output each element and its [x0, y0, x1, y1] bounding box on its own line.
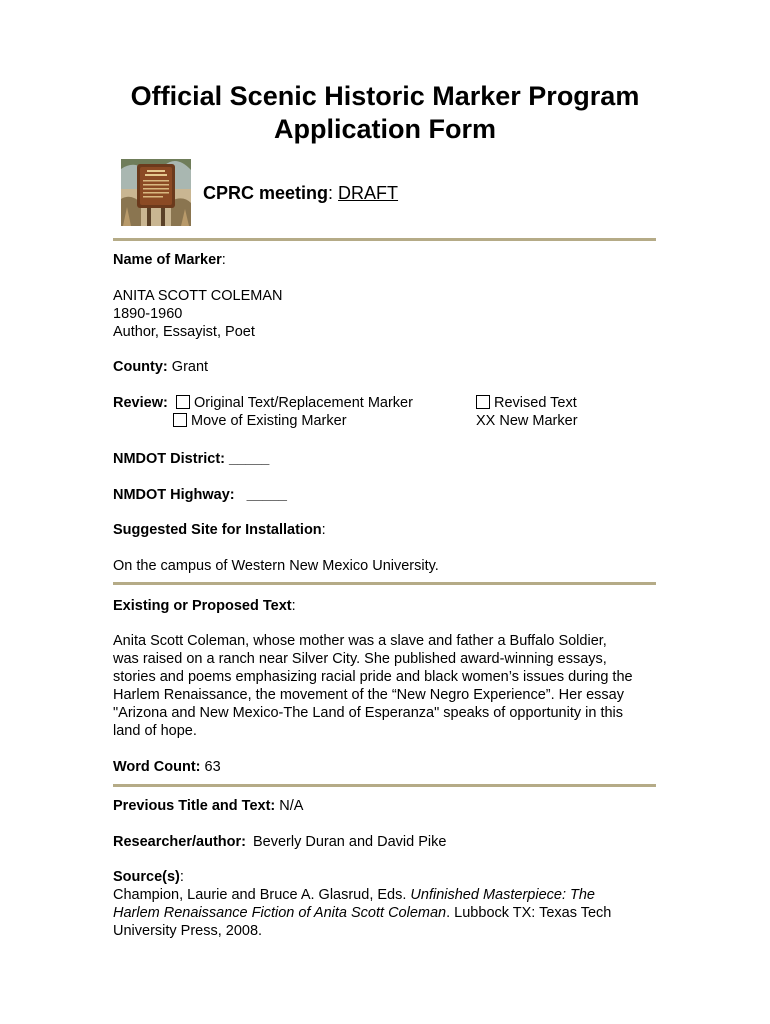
county-line	[113, 358, 208, 376]
marker-text-line: land of hope.	[113, 723, 197, 739]
sources-colon: :	[179, 869, 184, 885]
marker-dates-line: 1890-1960	[113, 306, 183, 322]
previous-label: Previous Title and Text:	[113, 798, 276, 814]
marker-name-colon: :	[221, 252, 226, 268]
source-title-end: Harlem Renaissance Fiction of Anita Scott Coleman	[113, 905, 447, 921]
review-label: Review:	[113, 395, 168, 411]
highway-line	[113, 486, 287, 504]
marker-text-line: Harlem Renaissance, the movement of the “New Negro Experience”. Her essay	[113, 687, 624, 703]
review-option-move[interactable]	[173, 412, 347, 430]
cprc-meeting-label: CPRC meeting	[203, 183, 329, 203]
move-marker-label: Move of Existing Marker	[191, 413, 347, 429]
text-heading	[113, 597, 296, 615]
cprc-meeting-value: DRAFT	[338, 183, 399, 203]
site-label: Suggested Site for Installation	[113, 522, 322, 538]
sources-heading	[113, 868, 184, 886]
researcher-label: Researcher/author:	[113, 834, 246, 850]
source-line-2	[113, 904, 611, 922]
highway-value: _____	[246, 487, 287, 503]
highway-label: NMDOT Highway:	[113, 487, 235, 503]
text-colon: :	[291, 598, 296, 614]
marker-text-line: Anita Scott Coleman, whose mother was a slave and father a Buffalo Soldier,	[113, 633, 607, 649]
text-label: Existing or Proposed Text	[113, 598, 292, 614]
site-colon: :	[321, 522, 326, 538]
revised-text-checkbox[interactable]	[476, 395, 490, 409]
site-value: On the campus of Western New Mexico University.	[113, 558, 439, 574]
county-label: County:	[113, 359, 168, 375]
review-option-revised[interactable]	[476, 394, 577, 412]
source-line-1	[113, 886, 611, 904]
district-label: NMDOT District:	[113, 451, 225, 467]
district-value: _____	[229, 451, 270, 467]
review-option-original[interactable]	[176, 394, 413, 412]
marker-text-line: was raised on a ranch near Silver City. She published award-winning essays,	[113, 651, 607, 667]
marker-name-value	[113, 287, 282, 341]
word-count-line	[113, 758, 221, 776]
marker-text-line: stories and poems emphasizing racial pride and black women’s issues during the	[113, 669, 633, 685]
form-title-line-1: Official Scenic Historic Marker Program	[130, 81, 640, 111]
marker-text-body	[113, 632, 633, 740]
source-title-start: Unfinished Masterpiece: The	[410, 887, 595, 903]
marker-name-label: Name of Marker	[113, 252, 222, 268]
original-text-label: Original Text/Replacement Marker	[194, 395, 413, 411]
cprc-meeting-line	[203, 182, 398, 204]
source-line-3: University Press, 2008.	[113, 923, 263, 939]
previous-value: N/A	[279, 798, 304, 814]
form-title	[0, 80, 770, 146]
researcher-line	[113, 833, 446, 851]
move-marker-checkbox[interactable]	[173, 413, 187, 427]
county-value: Grant	[171, 359, 209, 375]
word-count-value: 63	[204, 759, 221, 775]
review-option-new: XX New Marker	[476, 413, 578, 429]
section-divider-3	[113, 784, 656, 787]
previous-line	[113, 797, 303, 815]
marker-roles-line: Author, Essayist, Poet	[113, 324, 255, 340]
marker-text-line: "Arizona and New Mexico-The Land of Esperanza" speaks of opportunity in this	[113, 705, 624, 721]
source-publisher: . Lubbock TX: Texas Tech	[446, 905, 612, 921]
marker-photo	[121, 159, 191, 226]
district-line	[113, 450, 269, 468]
section-divider-1	[113, 238, 656, 241]
marker-name-line: ANITA SCOTT COLEMAN	[113, 288, 283, 304]
site-heading	[113, 521, 326, 539]
sources-body	[113, 886, 611, 940]
section-divider-2	[113, 582, 656, 585]
revised-text-label: Revised Text	[494, 395, 577, 411]
original-text-checkbox[interactable]	[176, 395, 190, 409]
source-authors: Champion, Laurie and Bruce A. Glasrud, Eds.	[113, 887, 407, 903]
sources-label: Source(s)	[113, 869, 180, 885]
form-title-line-2: Application Form	[274, 114, 496, 144]
marker-name-heading	[113, 251, 226, 269]
researcher-value: Beverly Duran and David Pike	[253, 834, 447, 850]
word-count-label: Word Count:	[113, 759, 201, 775]
cprc-meeting-colon: :	[328, 183, 334, 203]
